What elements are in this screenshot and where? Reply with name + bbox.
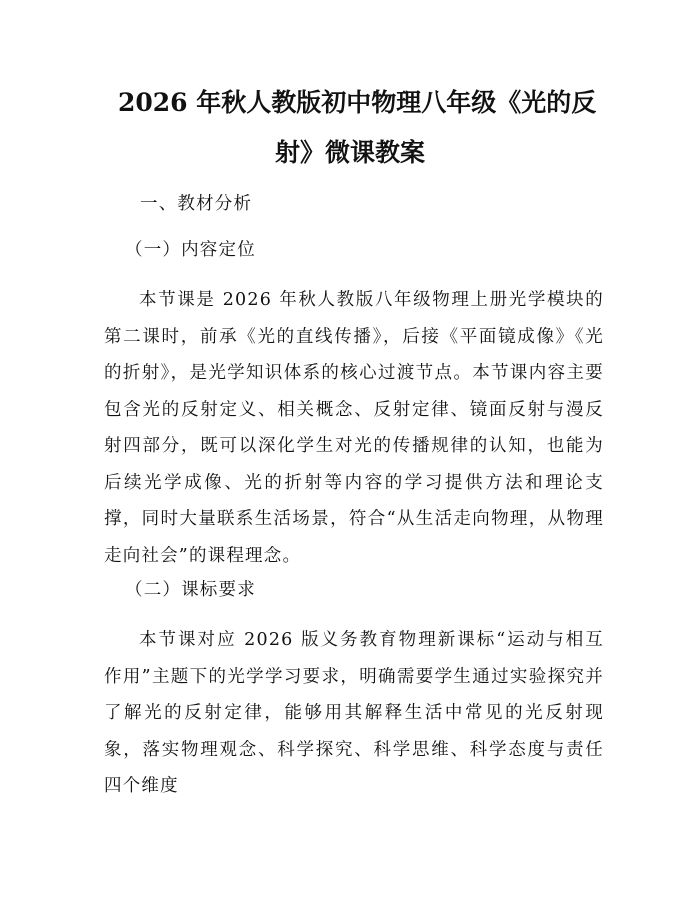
section-heading-textbook-analysis: 一、教材分析 (140, 194, 253, 214)
subsection-heading-curriculum-requirements: （二）课标要求 (125, 580, 256, 600)
title-line-2: 射》微课教案 (274, 138, 425, 167)
paragraph-content-positioning: 本节课是 2026 年秋人教版八年级物理上册光学模块的第二课时，前承《光的直线传播》，后接《平面镜成像》《光的折射》，是光学知识体系的核心过渡节点。本节课内容主要包含光的反射定义、相关概念、反射定律、镜面反射与漫反射四部分，既可以深化学生对光的传播规律的认知，也能为后续光学成像、光的折射等内容的学习提供方法和理论支撑，同时大量联系生活场景，符合“从生活走向物理，从物理走向社会”的课程理念。 (104, 290, 604, 566)
title-line-1: 2026 年秋人教版初中物理八年级《光的反 (118, 88, 597, 117)
paragraph-curriculum-requirements: 本节课对应 2026 版义务教育物理新课标“运动与相互作用”主题下的光学学习要求，明确需要学生通过实验探究并了解光的反射定律，能够用其解释生活中常见的光反射现象，落实物理观念、科学探究、科学思维、科学态度与责任四个维度 (104, 630, 604, 796)
subsection-heading-content-positioning: （一）内容定位 (125, 240, 256, 260)
document-title (100, 78, 600, 178)
